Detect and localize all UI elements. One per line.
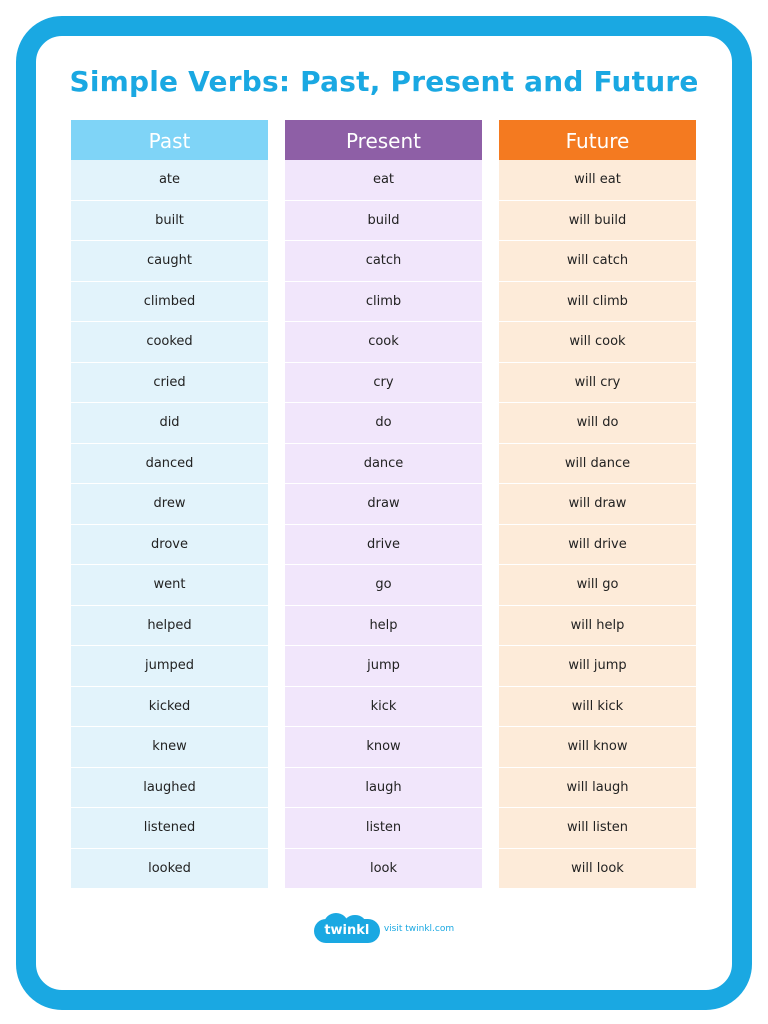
future-verb-cell: will kick [499, 687, 696, 728]
future-verb-cell: will cry [499, 363, 696, 404]
present-column [285, 120, 482, 888]
past-verb-cell: listened [71, 808, 268, 849]
future-verb-cell: will laugh [499, 768, 696, 809]
past-verb-cell: cooked [71, 322, 268, 363]
future-verb-cell: will climb [499, 282, 696, 323]
past-verb-cell: built [71, 201, 268, 242]
present-verb-cell: go [285, 565, 482, 606]
past-verb-cell: drove [71, 525, 268, 566]
footer [0, 912, 768, 946]
past-verb-cell: knew [71, 727, 268, 768]
present-verb-cell: look [285, 849, 482, 890]
present-verb-cell: catch [285, 241, 482, 282]
future-verb-cell: will help [499, 606, 696, 647]
present-verb-cell: help [285, 606, 482, 647]
present-verb-cell: do [285, 403, 482, 444]
past-verb-cell: jumped [71, 646, 268, 687]
logo-text: twinkl [324, 923, 370, 938]
past-verb-cell: cried [71, 363, 268, 404]
present-verb-cell: cook [285, 322, 482, 363]
page-title: Simple Verbs: Past, Present and Future [69, 65, 699, 98]
cloud-logo-icon[interactable] [314, 913, 380, 945]
present-verb-cell: laugh [285, 768, 482, 809]
future-verb-cell: will listen [499, 808, 696, 849]
present-verb-cell: dance [285, 444, 482, 485]
past-verb-cell: helped [71, 606, 268, 647]
future-header: Future [499, 120, 696, 160]
past-verb-cell: went [71, 565, 268, 606]
present-verb-cell: know [285, 727, 482, 768]
past-verb-cell: looked [71, 849, 268, 890]
present-verb-cell: climb [285, 282, 482, 323]
past-verb-cell: kicked [71, 687, 268, 728]
visit-link[interactable]: visit twinkl.com [383, 924, 455, 934]
past-list [71, 160, 268, 889]
future-verb-cell: will look [499, 849, 696, 890]
past-column [71, 120, 268, 888]
future-verb-cell: will dance [499, 444, 696, 485]
future-list [499, 160, 696, 889]
past-verb-cell: danced [71, 444, 268, 485]
present-verb-cell: drive [285, 525, 482, 566]
present-verb-cell: kick [285, 687, 482, 728]
future-verb-cell: will do [499, 403, 696, 444]
future-column [499, 120, 696, 888]
future-verb-cell: will catch [499, 241, 696, 282]
present-verb-cell: eat [285, 160, 482, 201]
present-header: Present [285, 120, 482, 160]
past-verb-cell: laughed [71, 768, 268, 809]
past-header: Past [71, 120, 268, 160]
future-verb-cell: will drive [499, 525, 696, 566]
past-verb-cell: climbed [71, 282, 268, 323]
future-verb-cell: will draw [499, 484, 696, 525]
past-verb-cell: did [71, 403, 268, 444]
future-verb-cell: will go [499, 565, 696, 606]
future-verb-cell: will know [499, 727, 696, 768]
present-list [285, 160, 482, 889]
present-verb-cell: draw [285, 484, 482, 525]
future-verb-cell: will eat [499, 160, 696, 201]
past-verb-cell: drew [71, 484, 268, 525]
future-verb-cell: will cook [499, 322, 696, 363]
present-verb-cell: build [285, 201, 482, 242]
present-verb-cell: jump [285, 646, 482, 687]
future-verb-cell: will jump [499, 646, 696, 687]
present-verb-cell: cry [285, 363, 482, 404]
past-verb-cell: caught [71, 241, 268, 282]
past-verb-cell: ate [71, 160, 268, 201]
future-verb-cell: will build [499, 201, 696, 242]
present-verb-cell: listen [285, 808, 482, 849]
